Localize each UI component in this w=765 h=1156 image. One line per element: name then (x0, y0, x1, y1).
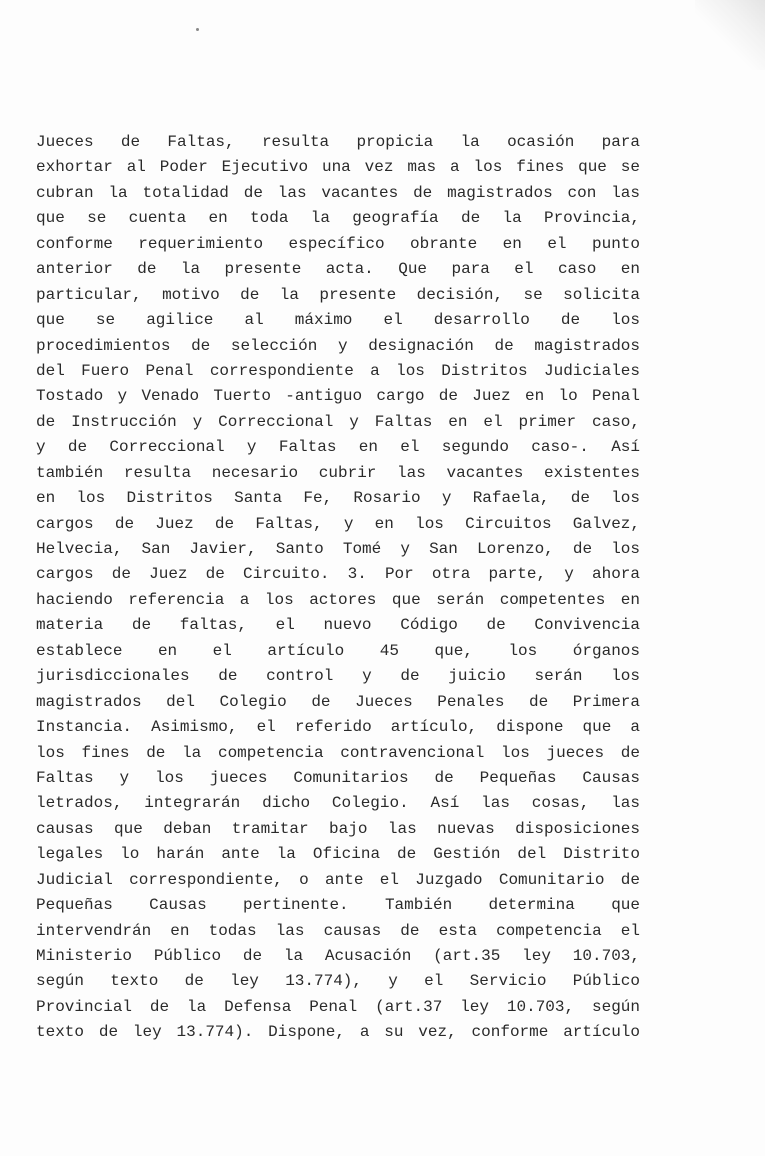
text-line: conforme requerimiento específico obrante en el punto (36, 234, 640, 253)
text-line: intervendrán en todas las causas de esta competencia el (36, 921, 640, 940)
text-line: Pequeñas Causas pertinente. También determina que (36, 896, 640, 915)
text-line: materia de faltas, el nuevo Código de Convivencia (36, 616, 640, 635)
text-line: letrados, integrarán dicho Colegio. Así las cosas, las (36, 794, 640, 813)
text-line: haciendo referencia a los actores que serán competentes en (36, 590, 640, 609)
paper-speck (196, 28, 199, 31)
text-line: cargos de Juez de Faltas, y en los Circuitos Galvez, (36, 514, 640, 533)
text-line: particular, motivo de la presente decisión, se solicita (36, 285, 640, 304)
text-line: que se agilice al máximo el desarrollo de los (36, 311, 640, 330)
text-line: según texto de ley 13.774), y el Servicio Público (36, 972, 640, 991)
document-body (36, 130, 640, 1046)
text-line: Faltas y los jueces Comunitarios de Pequeñas Causas (36, 768, 640, 787)
text-line: cubran la totalidad de las vacantes de magistrados con las (36, 183, 640, 202)
text-line: Ministerio Público de la Acusación (art.35 ley 10.703, (36, 947, 640, 965)
text-line: legales lo harán ante la Oficina de Gestión del Distrito (36, 845, 640, 864)
text-line: jurisdiccionales de control y de juicio serán los (36, 667, 640, 686)
text-line: y de Correccional y Faltas en el segundo caso-. Así (36, 438, 640, 457)
text-line: Tostado y Venado Tuerto -antiguo cargo de Juez en lo Penal (36, 387, 640, 406)
text-line: Helvecia, San Javier, Santo Tomé y San Lorenzo, de los (36, 540, 640, 558)
text-line: exhortar al Poder Ejecutivo una vez mas a los fines que se (36, 158, 640, 177)
text-line: causas que deban tramitar bajo las nuevas disposiciones (36, 819, 640, 838)
text-line: magistrados del Colegio de Jueces Penales de Primera (36, 692, 640, 711)
text-line: establece en el artículo 45 que, los órganos (36, 641, 640, 660)
text-line: Jueces de Faltas, resulta propicia la ocasión para (36, 133, 640, 151)
text-line: procedimientos de selección y designación de magistrados (36, 336, 640, 355)
text-line: Judicial correspondiente, o ante el Juzgado Comunitario de (36, 870, 640, 889)
text-line: texto de ley 13.774). Dispone, a su vez, conforme artículo (36, 1023, 640, 1042)
text-line: del Fuero Penal correspondiente a los Distritos Judiciales (36, 361, 640, 380)
text-line: también resulta necesario cubrir las vacantes existentes (36, 463, 640, 482)
text-line: cargos de Juez de Circuito. 3. Por otra parte, y ahora (36, 565, 640, 584)
text-line: en los Distritos Santa Fe, Rosario y Rafaela, de los (36, 489, 640, 508)
text-line: anterior de la presente acta. Que para el caso en (36, 260, 640, 279)
page-corner-fold (695, 0, 765, 70)
text-line: de Instrucción y Correccional y Faltas en el primer caso, (36, 412, 640, 431)
text-line: que se cuenta en toda la geografía de la Provincia, (36, 209, 640, 228)
text-line: Instancia. Asimismo, el referido artículo, dispone que a (36, 718, 640, 737)
text-line: Provincial de la Defensa Penal (art.37 ley 10.703, según (36, 997, 640, 1016)
text-line: los fines de la competencia contravencional los jueces de (36, 743, 640, 762)
